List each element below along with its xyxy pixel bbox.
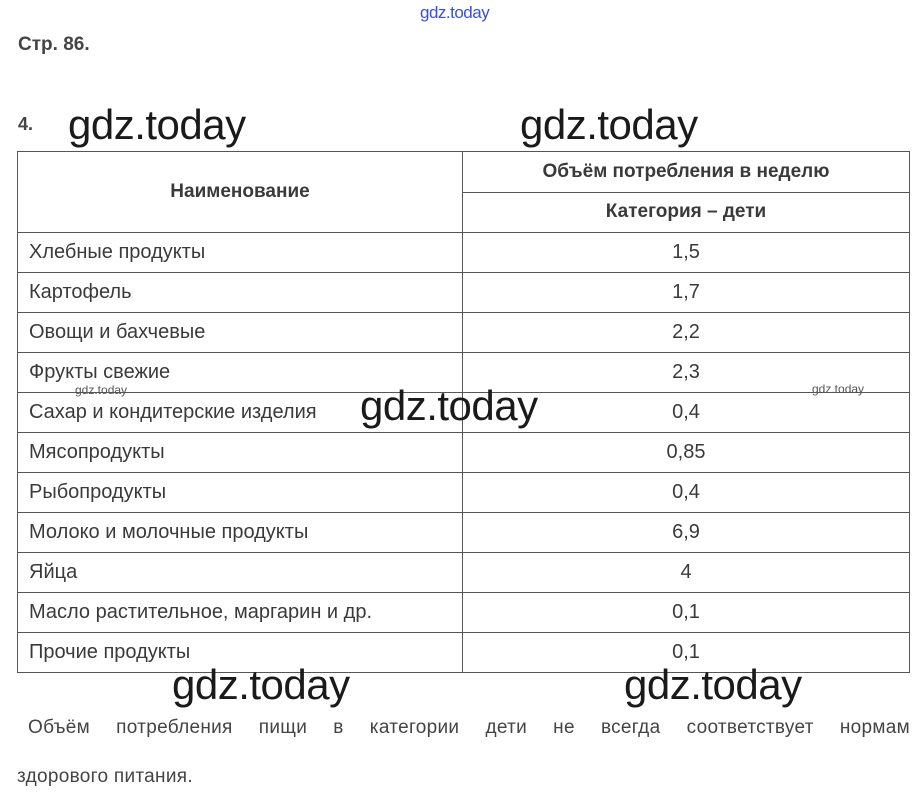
product-name: Овощи и бахчевые xyxy=(18,313,463,353)
task-number: 4. xyxy=(18,114,34,134)
product-name: Молоко и молочные продукты xyxy=(18,513,463,553)
table-row xyxy=(18,473,910,513)
product-name: Прочие продукты xyxy=(18,633,463,673)
product-name: Масло растительное, маргарин и др. xyxy=(18,593,463,633)
product-value: 2,2 xyxy=(463,313,910,353)
watermark-small: gdz.today xyxy=(75,383,128,397)
product-value: 6,9 xyxy=(463,513,910,553)
watermark: gdz.today xyxy=(624,661,802,708)
product-name: Яйца xyxy=(18,553,463,593)
header-weekly-consumption: Объём потребления в неделю xyxy=(463,152,910,193)
product-value: 4 xyxy=(463,553,910,593)
table-row xyxy=(18,593,910,633)
product-name: Фрукты свежие xyxy=(18,353,463,393)
product-name: Рыбопродукты xyxy=(18,473,463,513)
product-value: 2,3 xyxy=(463,353,910,393)
watermark: gdz.today xyxy=(68,101,246,148)
table-row xyxy=(18,233,910,273)
header-name: Наименование xyxy=(18,152,463,233)
page-reference: Стр. 86. xyxy=(18,34,90,55)
table-row xyxy=(18,513,910,553)
product-name: Картофель xyxy=(18,273,463,313)
conclusion-line-2: здорового питания. xyxy=(17,766,193,787)
product-value: 0,1 xyxy=(463,593,910,633)
conclusion-line-1: Объём потребления пищи в категории дети не всегда соответствует нормам xyxy=(28,717,910,738)
product-value: 1,5 xyxy=(463,233,910,273)
product-name: Сахар и кондитерские изделия xyxy=(18,393,463,433)
table-row xyxy=(18,433,910,473)
product-value: 1,7 xyxy=(463,273,910,313)
product-name: Мясопродукты xyxy=(18,433,463,473)
product-value: 0,85 xyxy=(463,433,910,473)
watermark: gdz.today xyxy=(172,661,350,708)
table-row xyxy=(18,273,910,313)
header-category-children: Категория – дети xyxy=(463,192,910,233)
product-value: 0,1 xyxy=(463,633,910,673)
watermark-top: gdz.today xyxy=(420,3,490,22)
product-value: 0,4 xyxy=(463,473,910,513)
product-value: 0,4 xyxy=(463,393,910,433)
product-name: Хлебные продукты xyxy=(18,233,463,273)
watermark: gdz.today xyxy=(520,101,698,148)
table-row xyxy=(18,553,910,593)
table-row xyxy=(18,313,910,353)
watermark: gdz.today xyxy=(360,382,538,429)
watermark-small: gdz.today xyxy=(812,382,865,396)
